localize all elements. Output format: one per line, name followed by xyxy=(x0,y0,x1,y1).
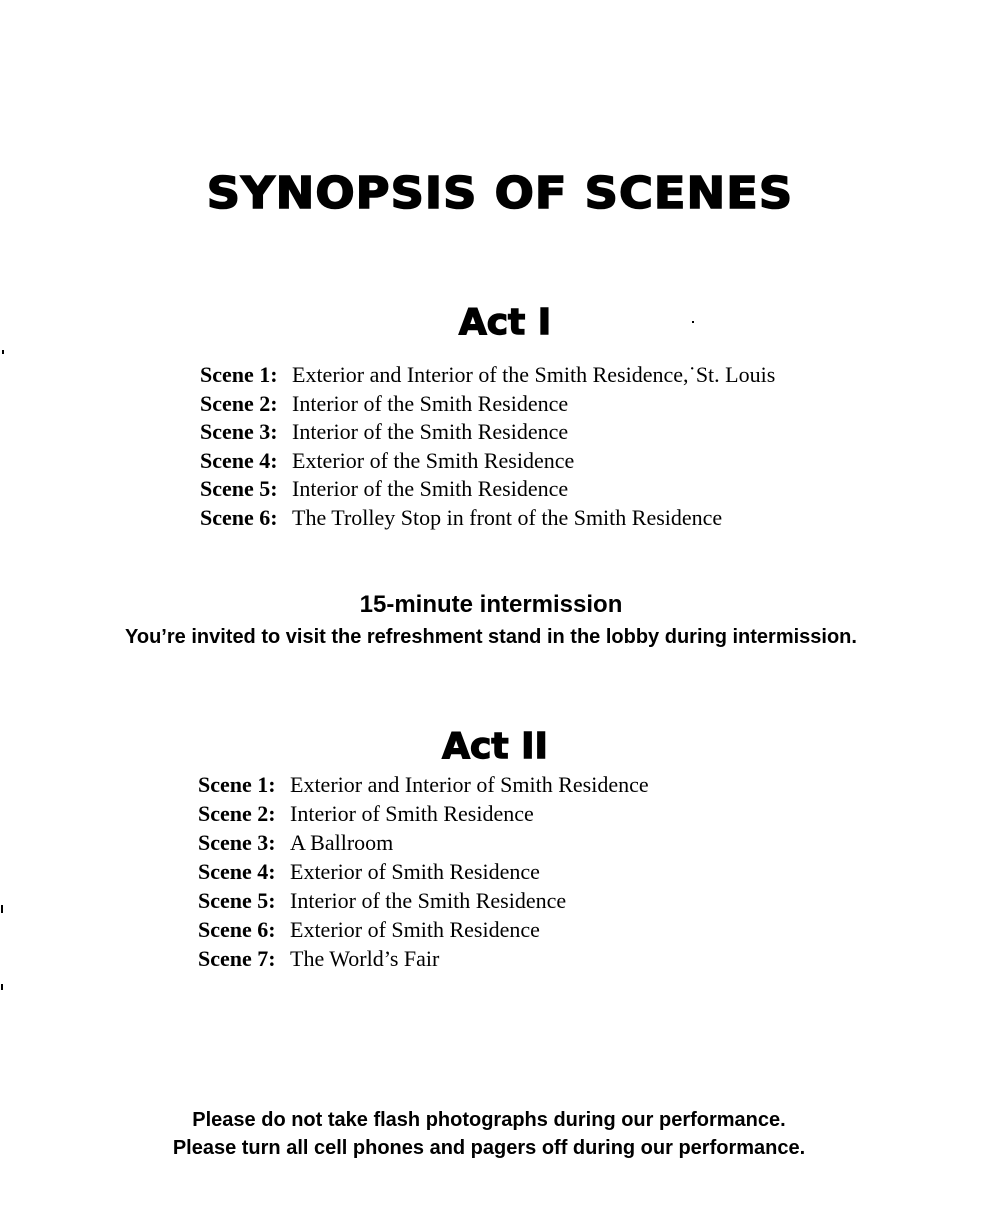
scene-description: Interior of the Smith Residence xyxy=(290,888,567,913)
scene-label: Scene 1: xyxy=(198,772,276,797)
act-1-scene-5 xyxy=(200,476,775,505)
scan-speck xyxy=(2,350,4,354)
flash-photography-notice: Please do not take flash photographs during our performance. xyxy=(192,1109,786,1131)
act-2-scene-6 xyxy=(198,917,649,946)
intermission-note: You’re invited to visit the refreshment stand in the lobby during intermission. xyxy=(125,626,857,648)
act-1-scene-4 xyxy=(200,448,775,477)
scene-label: Scene 7: xyxy=(198,946,276,971)
act-1-scene-6 xyxy=(200,505,775,534)
scene-label: Scene 6: xyxy=(198,917,276,942)
scene-description: Interior of Smith Residence xyxy=(290,801,534,826)
scene-label: Scene 2: xyxy=(200,390,278,416)
act-2-scene-2 xyxy=(198,801,649,830)
scene-description: A Ballroom xyxy=(290,830,394,855)
scene-description: Exterior of Smith Residence xyxy=(290,917,540,942)
act-2-scene-7 xyxy=(198,946,649,975)
scene-label: Scene 5: xyxy=(200,476,278,502)
page-title: SYNOPSIS OF SCENES xyxy=(206,168,794,219)
act-2-scene-5 xyxy=(198,888,649,917)
cell-phone-notice: Please turn all cell phones and pagers off during our performance. xyxy=(172,1137,806,1159)
scene-description: The World’s Fair xyxy=(290,946,440,971)
scan-speck xyxy=(692,321,694,323)
act-1-heading: Act I xyxy=(458,302,552,343)
act-1-scene-list xyxy=(200,362,775,534)
act-2-scene-4 xyxy=(198,859,649,888)
intermission-title: 15-minute intermission xyxy=(359,591,623,618)
scene-label: Scene 2: xyxy=(198,801,276,826)
scene-description: Interior of the Smith Residence xyxy=(292,419,569,445)
act-2-heading: Act II xyxy=(442,726,548,767)
scene-description: The Trolley Stop in front of the Smith Residence xyxy=(292,504,723,530)
scene-description: Exterior and Interior of the Smith Residence,˙St. Louis xyxy=(292,362,776,387)
act-2-scene-list xyxy=(198,772,649,975)
scene-description: Exterior of Smith Residence xyxy=(290,859,540,884)
scene-description: Interior of the Smith Residence xyxy=(292,390,569,416)
scene-label: Scene 3: xyxy=(200,419,278,445)
scene-label: Scene 6: xyxy=(200,504,278,530)
scene-label: Scene 4: xyxy=(200,447,278,473)
scene-description: Exterior of the Smith Residence xyxy=(292,447,575,473)
scene-description: Exterior and Interior of Smith Residence xyxy=(290,772,649,797)
scan-speck xyxy=(1,984,3,990)
act-2-scene-1 xyxy=(198,772,649,801)
act-2-scene-3 xyxy=(198,830,649,859)
scene-label: Scene 1: xyxy=(200,362,278,387)
scan-speck xyxy=(1,905,3,913)
act-1-scene-3 xyxy=(200,419,775,448)
scene-label: Scene 3: xyxy=(198,830,276,855)
act-1-scene-1 xyxy=(200,362,775,391)
scene-label: Scene 5: xyxy=(198,888,276,913)
act-1-scene-2 xyxy=(200,391,775,420)
scene-description: Interior of the Smith Residence xyxy=(292,476,569,502)
scene-label: Scene 4: xyxy=(198,859,276,884)
